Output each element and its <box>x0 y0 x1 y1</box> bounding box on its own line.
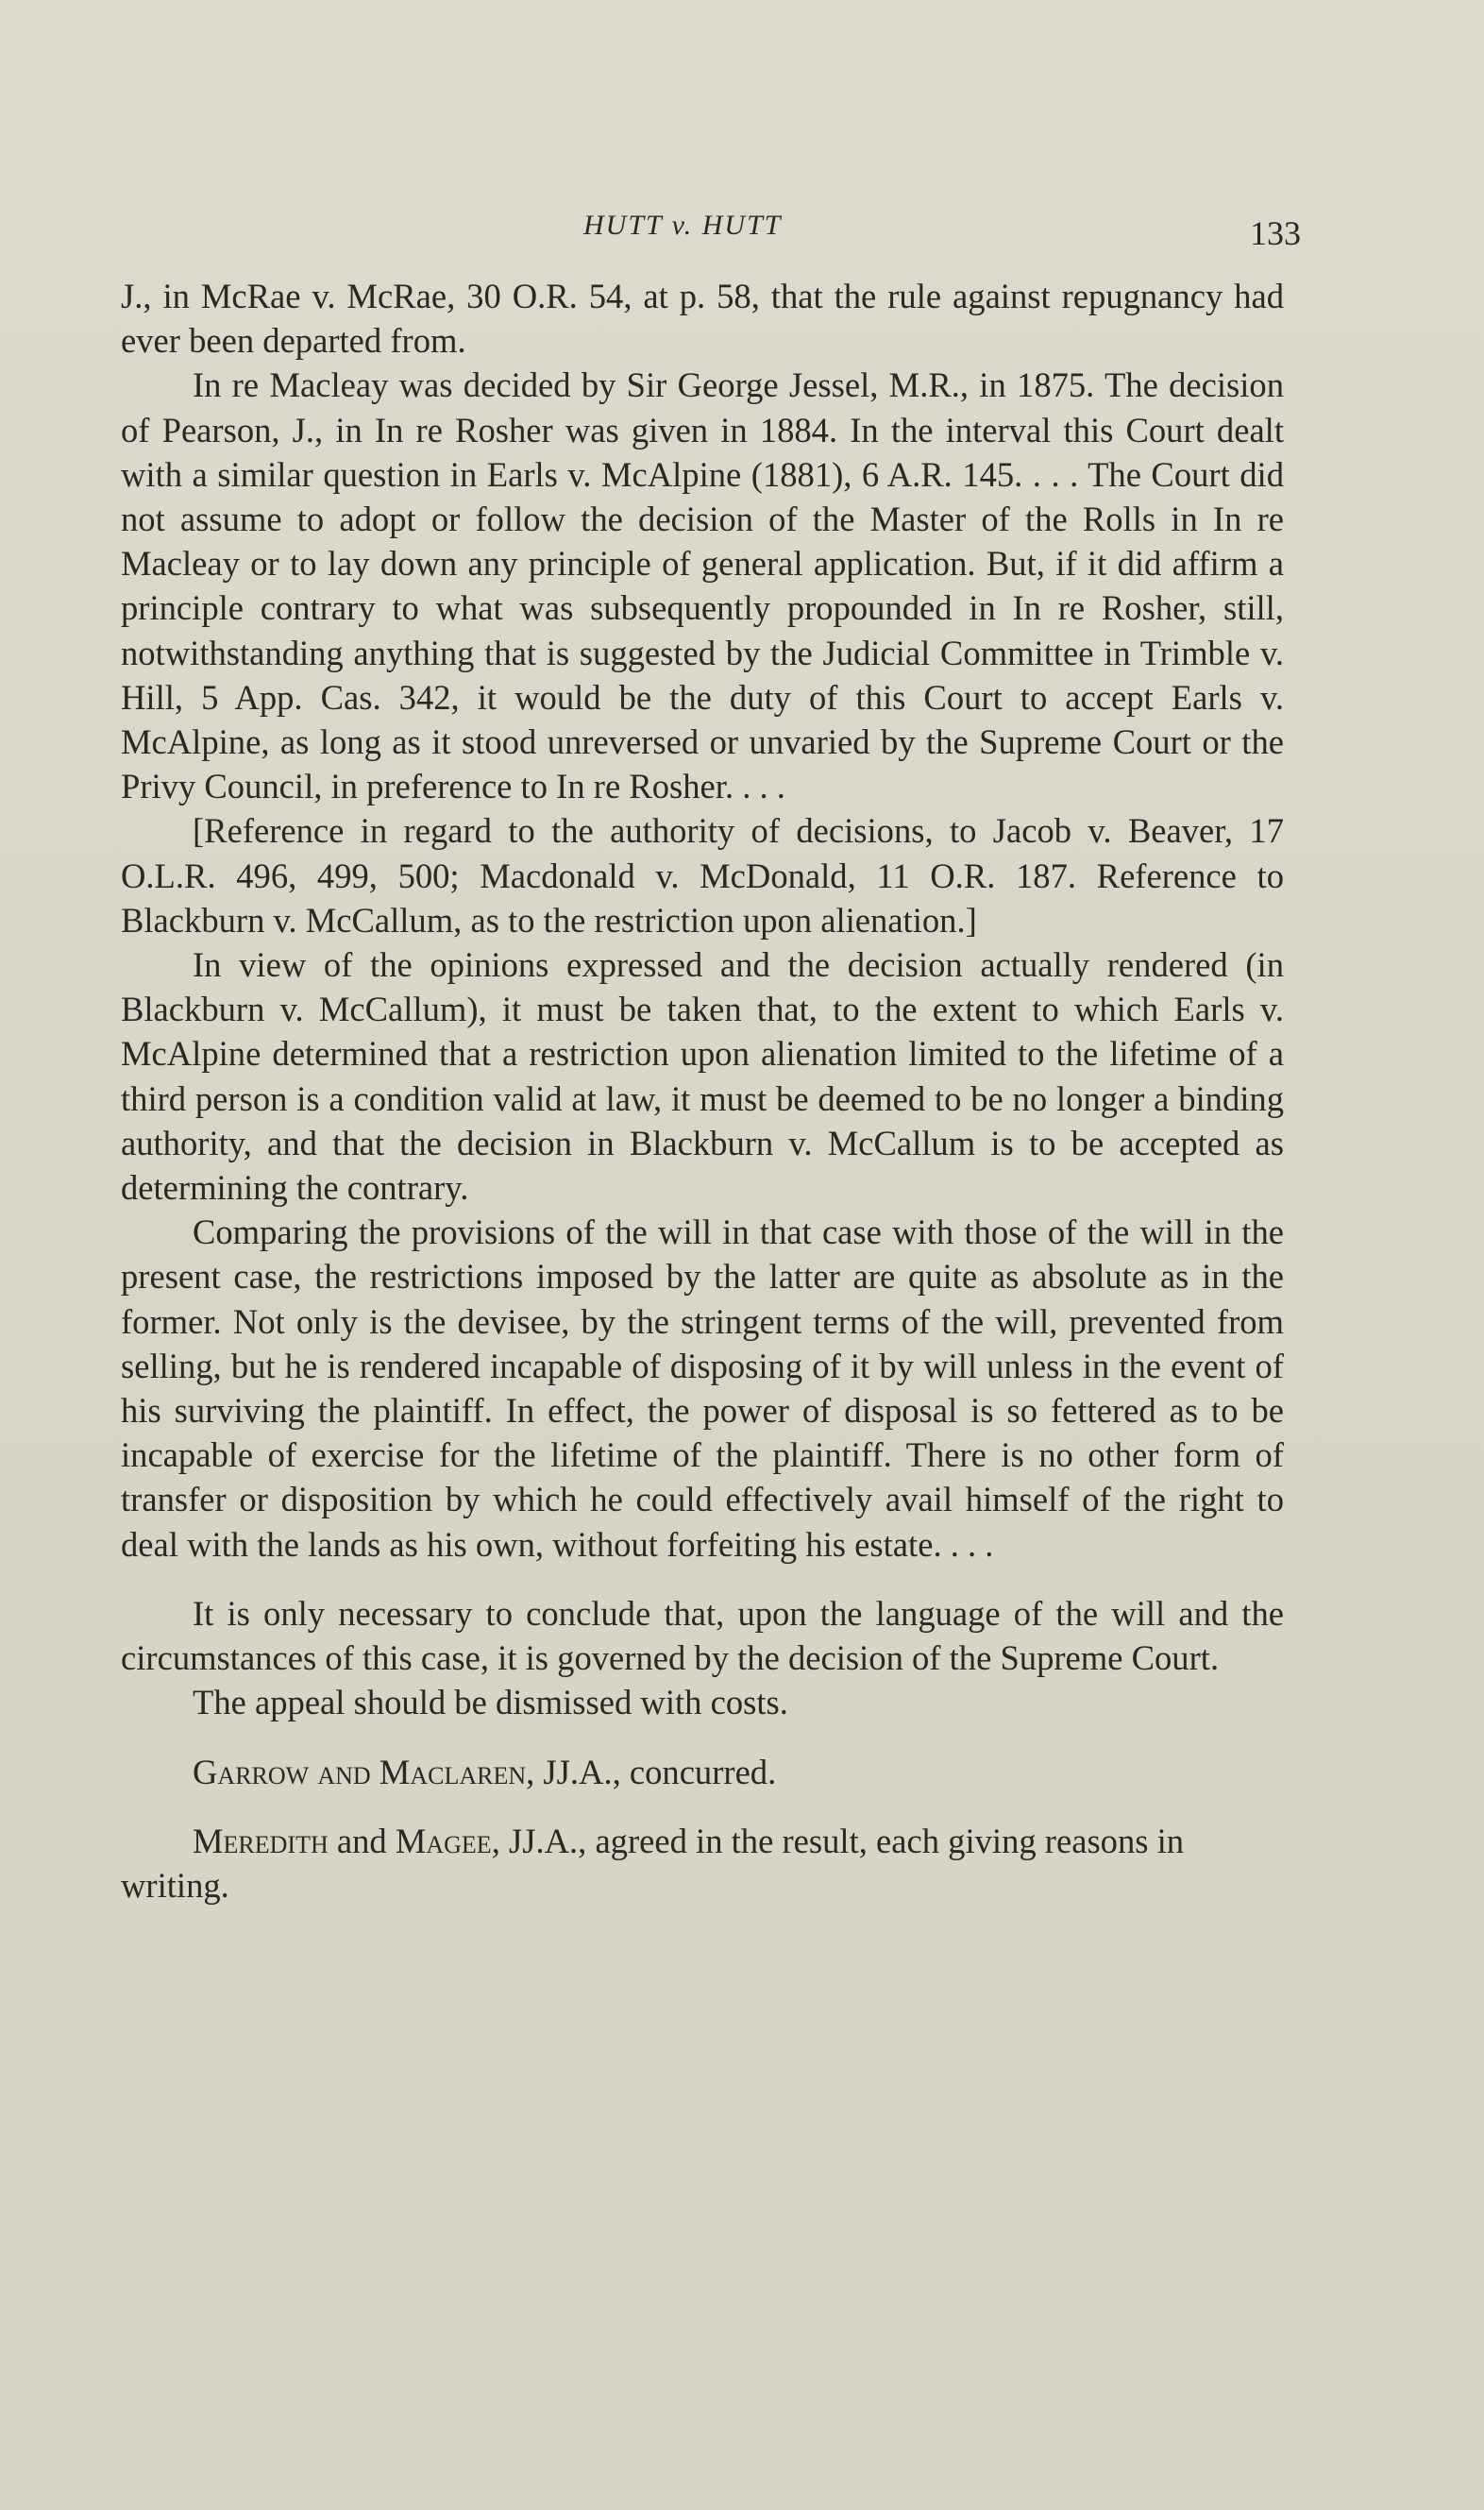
page-number: 133 <box>1250 214 1301 252</box>
concurrence-note <box>121 1819 1284 1908</box>
concurrence-note <box>121 1750 1284 1794</box>
concurrence-text: , JJ.A., concurred. <box>526 1752 777 1791</box>
running-head: HUTT v. HUTT <box>583 210 783 241</box>
judge-names: Garrow and Maclaren <box>193 1752 527 1791</box>
judge-name: Meredith <box>193 1821 329 1860</box>
page-header <box>121 210 1301 257</box>
paragraph: It is only necessary to conclude that, upon the language of the will and the circumstances of this case, it is governed by the decision of the Supreme Court. <box>121 1593 1284 1678</box>
paragraph: In re Macleay was decided by Sir George Jessel, M.R., in 1875. The decision of Pearson, J., in In re Rosher was given in 1884. In the interval this Court dealt with a similar question in Earls v. McAlpine (1881), 6 A.R. 145. . . . The Court did not assume to adopt or follow the decision of the Master of the Rolls in In re Macleay or to lay down any principle of general application. But, if it did affirm a principle contrary to what was subsequently propounded in In re Rosher, still, notwithstanding anything that is suggested by the Judicial Committee in Trimble v. Hill, 5 App. Cas. 342, it would be the duty of this Court to accept Earls v. McAlpine, as long as it stood unreversed or unvaried by the Supreme Court or the Privy Council, in preference to In re Rosher. . . . <box>121 365 1284 806</box>
paragraph: J., in McRae v. McRae, 30 O.R. 54, at p. 58, that the rule against repugnancy had ever been departed from. <box>121 277 1284 361</box>
paragraph: [Reference in regard to the authority of decisions, to Jacob v. Beaver, 17 O.L.R. 496, 499, 500; Macdonald v. McDonald, 11 O.R. 187. Reference to Blackburn v. McCallum, as to the restriction upon alienation.] <box>121 811 1284 940</box>
paragraph: Comparing the provisions of the will in that case with those of the will in the present case, the restrictions imposed by the latter are quite as absolute as in the former. Not only is the devisee, by the stringent terms of the will, prevented from selling, but he is rendered incapable of disposing of it by will unless in the event of his surviving the plaintiff. In effect, the power of disposal is so fettered as to be incapable of exercise for the lifetime of the plaintiff. There is no other form of transfer or disposition by which he could effectively avail himself of the right to deal with the lands as his own, without forfeiting his estate. . . . <box>121 1213 1284 1564</box>
paragraph: The appeal should be dismissed with costs. <box>193 1683 788 1722</box>
paragraph: In view of the opinions expressed and the decision actually rendered (in Blackburn v. McCallum), it must be taken that, to the extent to which Earls v. McAlpine determined that a restriction upon alienation limited to the lifetime of a third person is a condition valid at law, it must be deemed to be no longer a binding authority, and that the decision in Blackburn v. McCallum is to be accepted as determining the contrary. <box>121 945 1284 1208</box>
judge-name: Magee <box>395 1821 492 1860</box>
body-text <box>121 274 1284 1908</box>
concurrence-text: , JJ.A., agreed in the result, each giving reasons in writing. <box>121 1821 1185 1905</box>
conjunction: and <box>328 1821 396 1860</box>
